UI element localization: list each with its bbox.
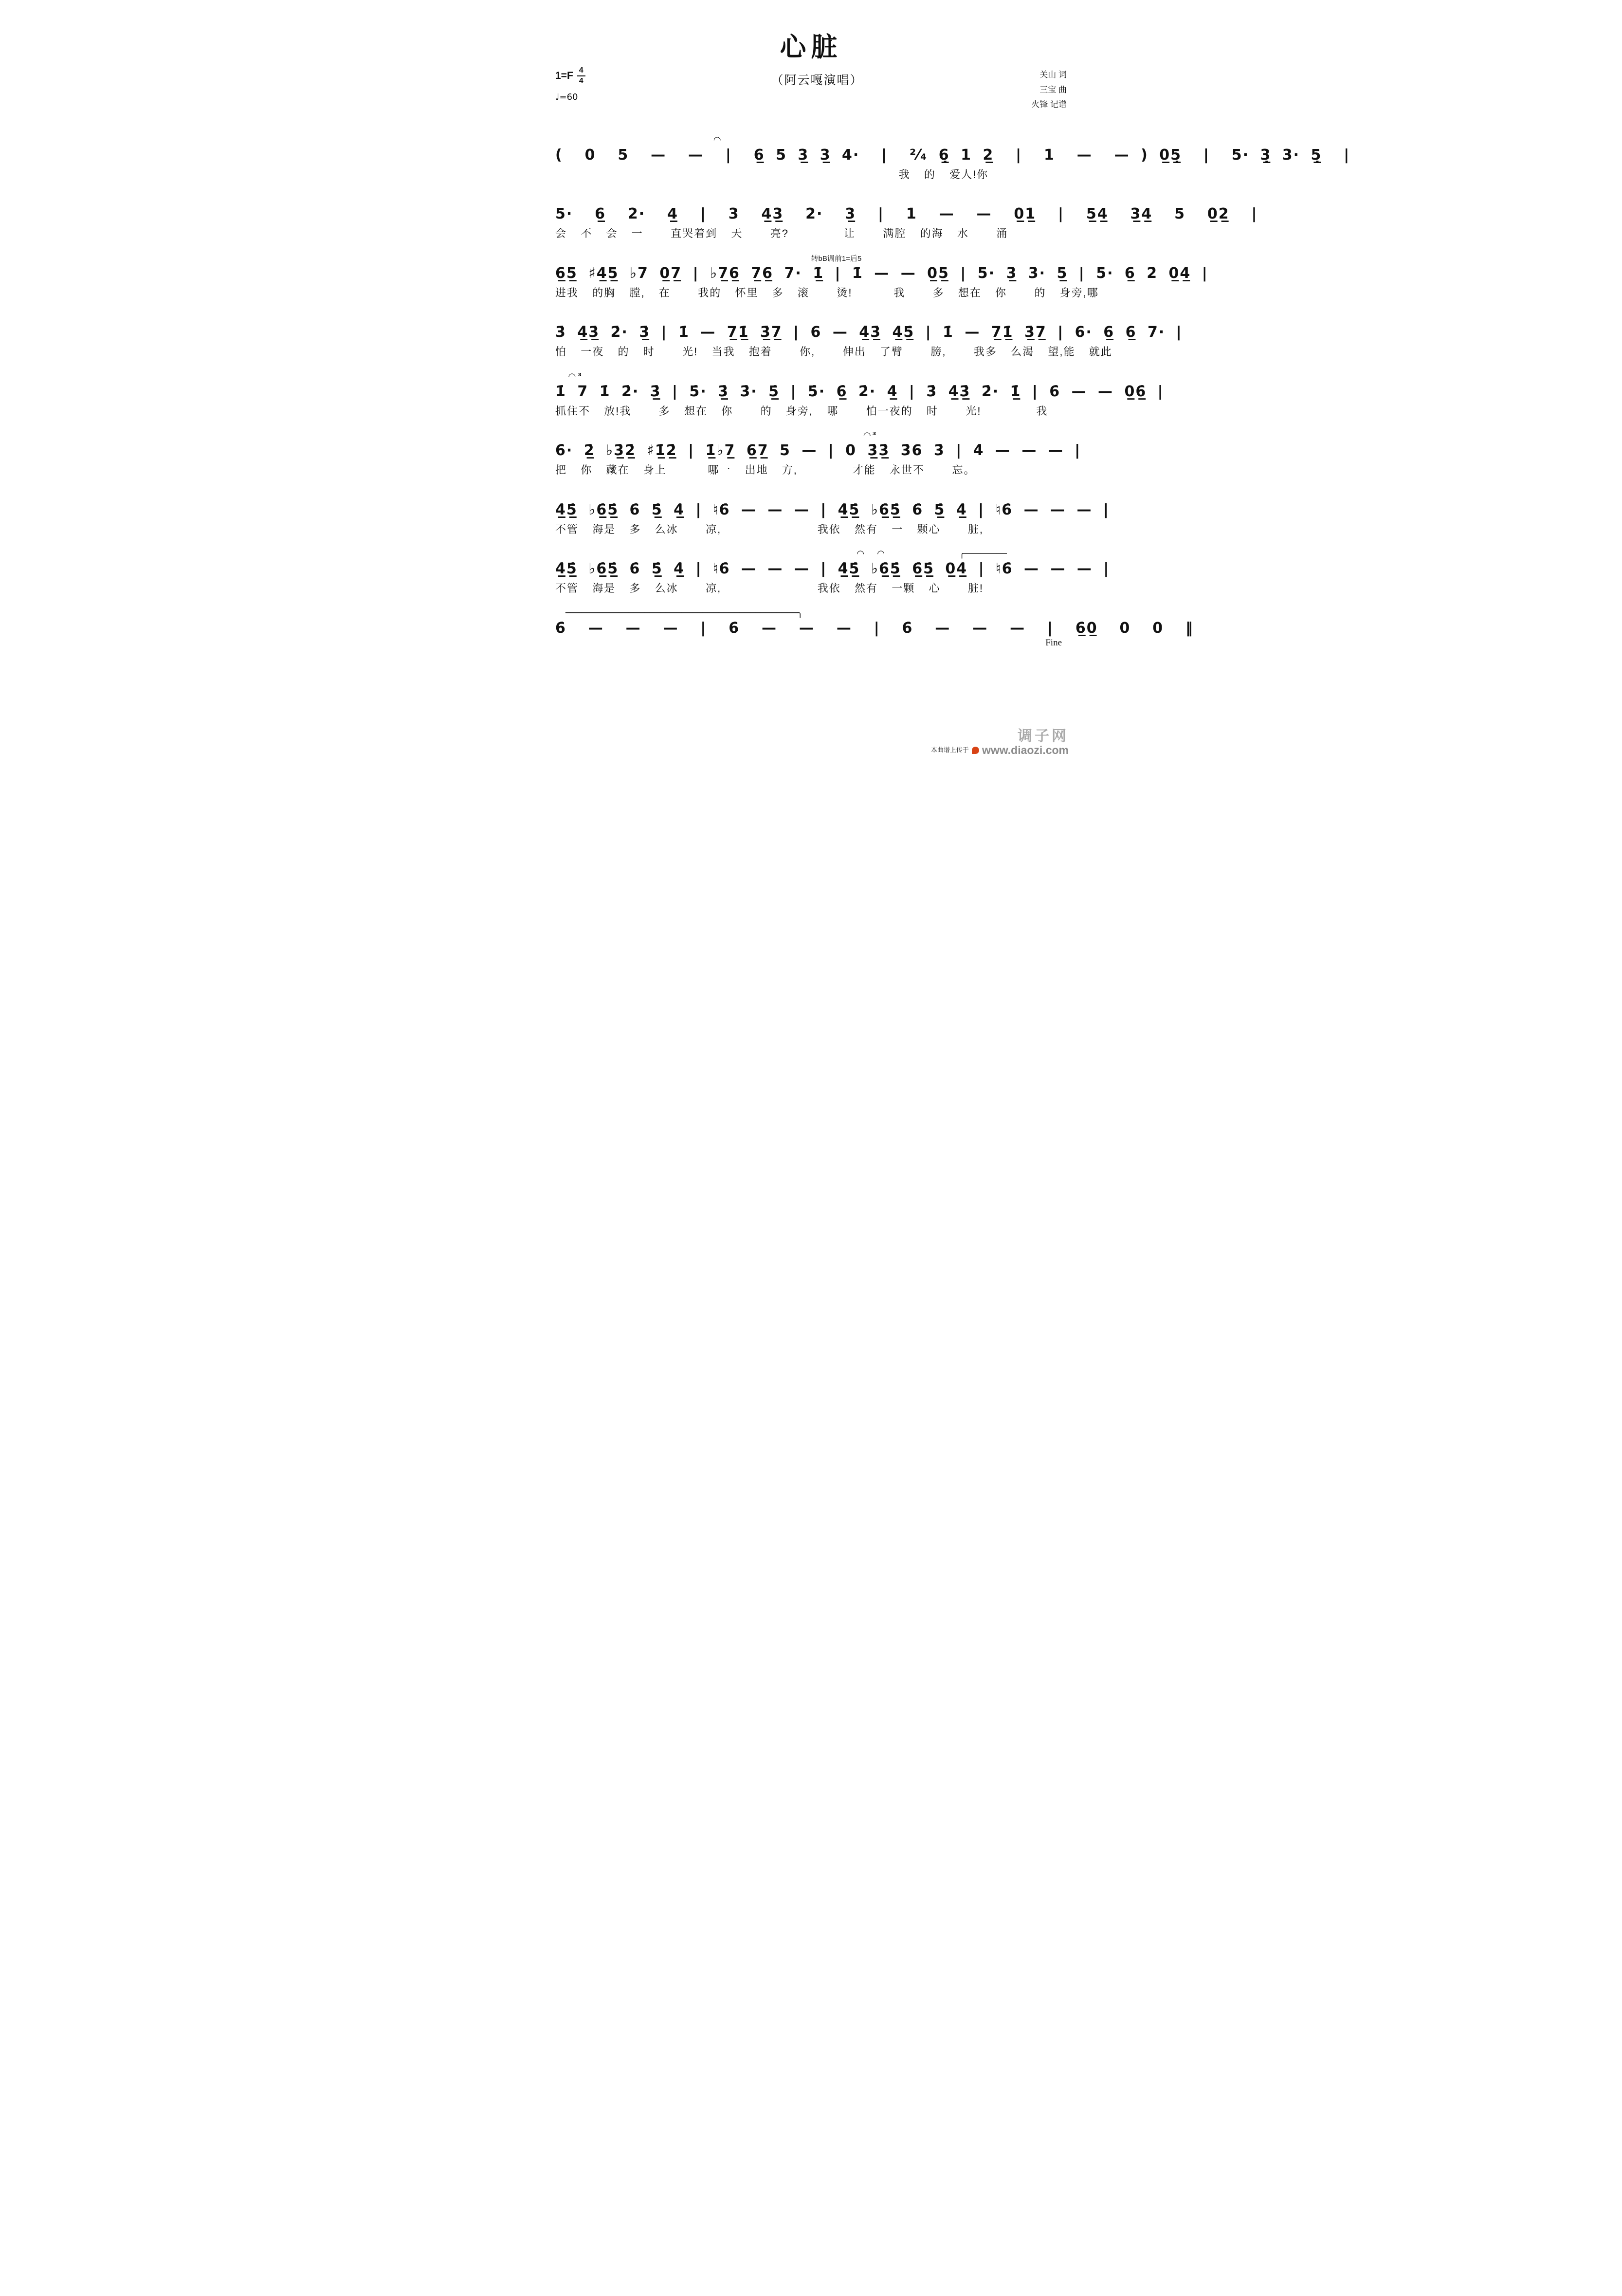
lyrics-row: 不管 海是 多 么冰 凉, 我依 然有 一颗 心 脏! [555,582,984,595]
notes-row: 5· 6̲ 2· 4̲ | 3 4̲3̲ 2· 3̲ | 1 — — 0̲1̲ | 5̲4̲ 3̲4̲ 5 0̲2̲ | [555,205,1258,223]
slur-tie-mark: ³ [872,430,876,441]
marks-row [555,194,1067,204]
tempo-marking [555,92,670,102]
time-signature [577,67,585,85]
slur-tie-mark: ◠ [568,371,576,382]
marks-row [555,371,1067,382]
slur-tie-mark: ◠ [863,430,871,441]
lyrics-row: 抓住不 放!我 多 想在 你 的 身旁, 哪 怕一夜的 时 光! 我 [555,404,1048,417]
marks-row [555,312,1067,323]
lyrics-row: 会 不 会 一 直哭着到 天 亮? 让 满腔 的海 水 涌 [555,227,1008,240]
site-name: 调子网 [1018,728,1069,745]
music-line [555,371,1164,418]
music-line [555,430,1081,477]
upload-note: 本曲谱上传于 [930,746,969,753]
tempo-note-icon: ♩ [555,92,560,102]
time-signature-numerator: 4 [577,67,585,76]
slur-tie-mark: ────────────────────────────────────────────╮ [565,607,803,618]
site-logo-icon [972,747,979,754]
credit-composer: 三宝 曲 [1039,85,1067,94]
notes-row: ( 0 5 — — | 6̲ 5 3̲ 3̲ 4· | ²⁄₄ 6̲̣ 1 2̲ | 1 — — ) 0̲5̲̣ | 5· 3̲̣ 3· 5̲̣ | [555,146,1350,164]
site-url-link[interactable]: www.diaozi.com [982,743,1069,756]
notes-row: 4̲̇5̲̇ ♭6̲̇5̲̇ 6̇ 5̲̇ 4̲̇ | ♮6̇ — — — | 4̲̇5̲̇ ♭6̲̇5̲̇ 6̇ 5̲̇ 4̲̇ | ♮6̇ — — — | [555,501,1110,518]
music-line [555,134,1350,182]
music-line [555,549,1110,595]
marks-row [555,430,1067,441]
fine-label: Fine [1045,637,1062,648]
credit-lyricist: 关山 词 [1039,70,1067,79]
music-line [555,607,1194,648]
slur-tie-mark: ³ [578,371,582,382]
notes-row: 6̲5̲ ♯4̲5̲ ♭7 0̲7̲ | ♭7̲6̲ 7̲6̲ 7· 1̲̇ | 1̇ — — 0̲5̲ | 5̇· 3̲̇ 3̇· 5̲̇ | 5̇· 6̲̇ 2̇ 0̲4̲̇ | [555,264,1208,282]
sheet-page [541,0,1350,765]
slur-tie-mark: ◠ [877,549,884,559]
watermark [931,729,1069,756]
marks-row [555,490,1067,500]
notes-row: 1̇ 7 1̇ 2̇· 3̲̇ | 5̇· 3̲̇ 3̇· 5̲̇ | 5̇· 6̲̇ 2̇· 4̲̇ | 3̇ 4̲̇3̲̇ 2̇· 1̲̇ | 6̇ — — 0̲6̲̇ | [555,383,1164,400]
marks-row [555,135,1067,146]
music-line [555,194,1258,240]
notes-row: 3̇ 4̲̇3̲̇ 2̇· 3̲̇ | 1̇ — 7̲1̲̇ 3̲̇7̲ | 6 — 4̲̇3̲̇ 4̲̇5̲̇ | 1̇ — 7̲1̲̇ 3̲̇7̲ | 6· 6̲ 6̲ 7· | [555,324,1183,341]
key-signature [555,67,670,85]
lyrics-row: 把 你 藏在 身上 哪一 出地 方, 才能 永世不 忘。 [555,464,976,477]
marks-row [555,549,1067,559]
key-tempo-block [555,67,670,102]
notes-row: 4̲̇5̲̇ ♭6̲̇5̲̇ 6̇ 5̲̇ 4̲̇ | ♮6̇ — — — | 4̲̇5̲̇ ♭6̲̇5̲̇ 6̲̇5̲̇ 0̲4̲̇ | ♮6̇ — — — | [555,560,1110,578]
lyrics-row: 我 的 爱人!你 [555,168,989,181]
lyrics-row: 进我 的胸 膛, 在 我的 怀里 多 滚 烫! 我 多 想在 你 的 身旁,哪 [555,286,1099,299]
slur-tie-mark: ◠ [857,549,864,559]
marks-row [555,608,1067,619]
key-label: 1=F [555,70,573,81]
music-line [555,312,1183,359]
subtitle: （阿云嘎演唱） [771,73,863,87]
song-title: 心脏 [780,33,842,62]
time-signature-denominator: 4 [579,77,583,85]
score [555,134,1350,648]
slur-tie-mark: ◠ [713,134,721,145]
credit-transcriber: 火锋 记谱 [1031,100,1067,110]
header-meta [555,67,1067,112]
slur-tie-mark: ╭──────── [959,549,1007,559]
notes-row: 6̇ — — — | 6̇ — — — | 6̇ — — — | 6̲̇0̲ 0 0 ‖ [555,619,1194,637]
tempo-value: =60 [559,92,578,102]
music-line [555,253,1208,300]
marks-row [555,253,1067,264]
lyrics-row: 不管 海是 多 么冰 凉, 我依 然有 一 颗心 脏, [555,523,984,535]
modulation-annotation: 转bB调前1=后5 [811,254,862,263]
lyrics-row: 怕 一夜 的 时 光! 当我 抱着 你, 伸出 了臂 膀, 我多 么渴 望,能 就此 [555,346,1112,358]
credits-block [965,67,1067,112]
notes-row: 6̇· 2̲̇ ♭3̲̇2̲̇ ♯1̲̇2̲̇ | 1̲̇♭7̲ 6̲7̲ 5 — | 0 3̲̇3̲̇ 3̇6 3̇ | 4̇ — — — | [555,442,1081,459]
music-line [555,490,1110,536]
